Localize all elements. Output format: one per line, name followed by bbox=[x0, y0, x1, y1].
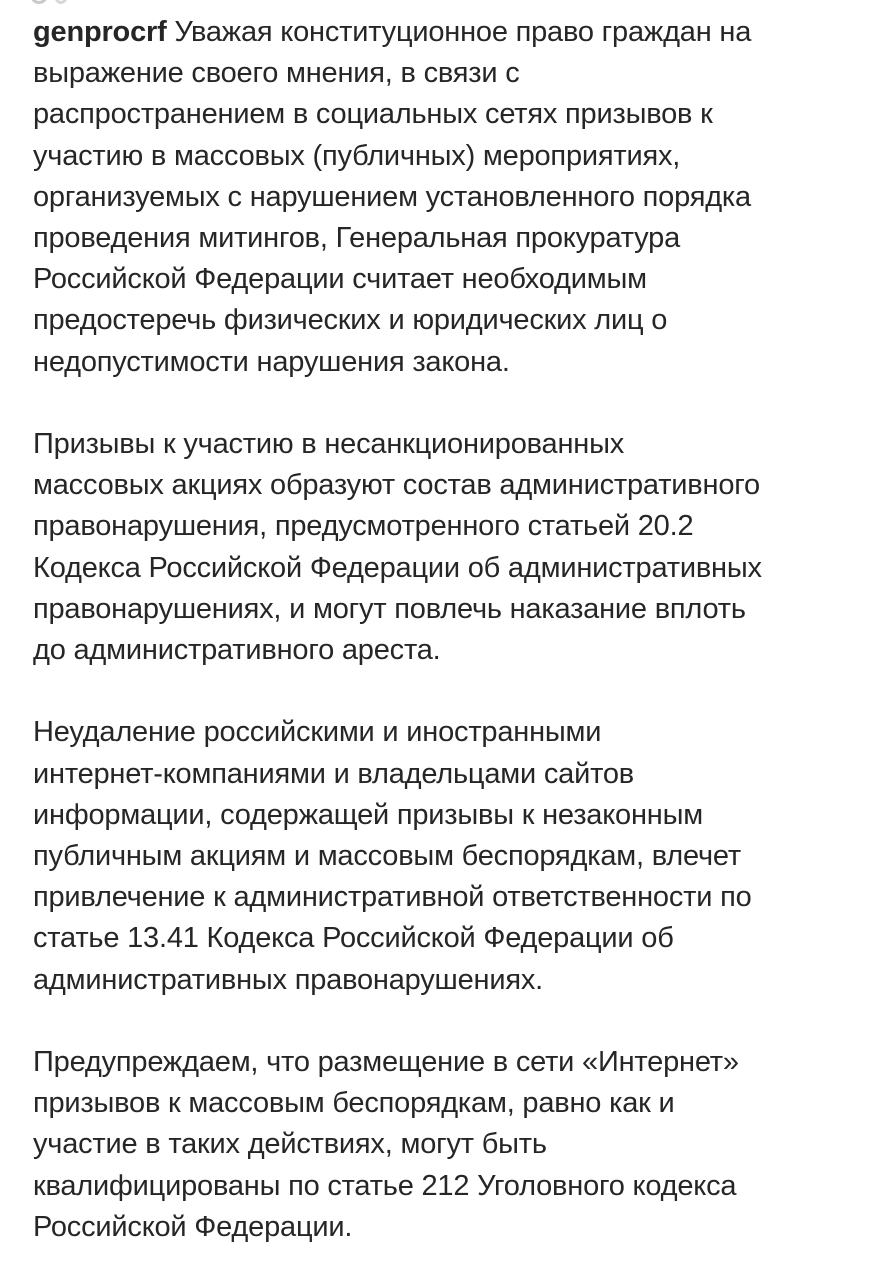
post-caption bbox=[33, 12, 851, 1248]
avatar-ring bbox=[54, 0, 68, 4]
avatar[interactable] bbox=[30, 0, 48, 4]
caption-paragraph-4: Предупреждаем, что размещение в сети «Интернет» призывов к массовым беспорядкам, равно как и участие в таких действиях, могут быть квалифицированы по статье 212 Уголовного кодекса Российской Федерации. bbox=[33, 1046, 739, 1243]
caption-paragraph-2: Призывы к участию в несанкционированных массовых акциях образуют состав административного правонарушения, предусмотренного статьей 20.2 Кодекса Российской Федерации об административных правонарушениях, и могут повлечь наказание вплоть до административного ареста. bbox=[33, 428, 762, 667]
caption-paragraph-1 bbox=[33, 12, 851, 383]
caption-paragraph-3: Неудаление российскими и иностранными интернет-компаниями и владельцами сайтов информации, содержащей призывы к незаконным публичным акциям и массовым беспорядкам, влечет привлечение к административной ответственности по статье 13.41 Кодекса Российской Федерации об административных правонарушениях. bbox=[33, 716, 752, 996]
caption-text: Уважая конституционное право граждан на выражение своего мнения, в связи с распространением в социальных сетях призывов к участию в массовых (публичных) мероприятиях, организуемых с нарушением установленного порядка проведения митингов, Генеральная прокуратура Российской Федерации считает необходимым предостеречь физических и юридических лиц о недопустимости нарушения закона. bbox=[33, 16, 752, 378]
username-link[interactable]: genprocrf bbox=[33, 16, 167, 48]
